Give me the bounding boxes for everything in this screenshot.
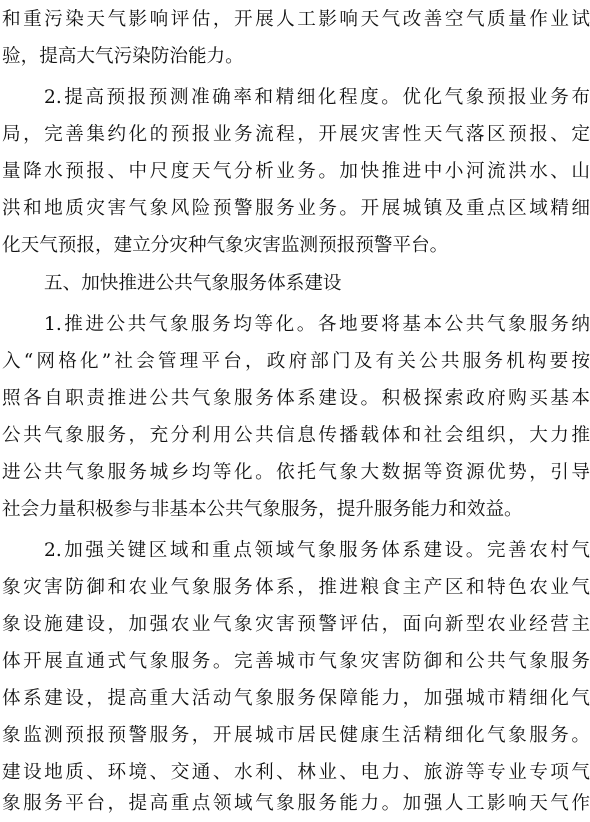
text-line: 社会力量积极参与非基本公共气象服务，提升服务能力和效益。 [2,499,523,520]
text-line: 象设施建设，加强农业气象灾害预警评估，面向新型农业经营主 [2,614,590,635]
text-line: 体系建设，提高重大活动气象服务保障能力，加强城市精细化气 [2,688,590,709]
text-line: 公共气象服务，充分利用公共信息传播载体和社会组织，大力推 [2,425,590,446]
text-line: 洪和地质灾害气象风险预警服务业务。开展城镇及重点区域精细 [2,198,590,219]
paragraph-heading-line: 1.推进公共气象服务均等化。各地要将基本公共气象服务纳 [44,314,590,335]
text-line: 象监测预报预警服务，开展城市居民健康生活精细化气象服务。 [2,725,590,746]
text-line: 体开展直通式气象服务。完善城市气象灾害防御和公共气象服务 [2,651,590,672]
text-line: 量降水预报、中尺度天气分析业务。加快推进中小河流洪水、山 [2,161,590,182]
text-line: 化天气预报，建立分灾种气象灾害监测预报预警平台。 [2,235,449,256]
text-line: 入“网格化”社会管理平台，政府部门及有关公共服务机构要按 [2,351,590,372]
text-line: 和重污染天气影响评估，开展人工影响天气改善空气质量作业试 [2,9,590,30]
text-line: 象服务平台，提高重点领域气象服务能力。加强人工影响天气作 [2,793,590,814]
paragraph-heading-line: 2.提高预报预测准确率和精细化程度。优化气象预报业务布 [44,87,590,108]
text-line: 建设地质、环境、交通、水利、林业、电力、旅游等专业专项气 [2,762,590,783]
paragraph-heading-line: 2.加强关键区域和重点领域气象服务体系建设。完善农村气 [44,540,590,561]
section-heading: 五、加快推进公共气象服务体系建设 [44,273,342,294]
text-line: 进公共气象服务城乡均等化。依托气象大数据等资源优势，引导 [2,462,590,483]
text-line: 照各自职责推进公共气象服务体系建设。积极探索政府购买基本 [2,388,590,409]
text-line: 象灾害防御和农业气象服务体系，推进粮食主产区和特色农业气 [2,577,590,598]
text-line: 验，提高大气污染防治能力。 [2,46,244,67]
text-line: 局，完善集约化的预报业务流程，开展灾害性天气落区预报、定 [2,124,590,145]
